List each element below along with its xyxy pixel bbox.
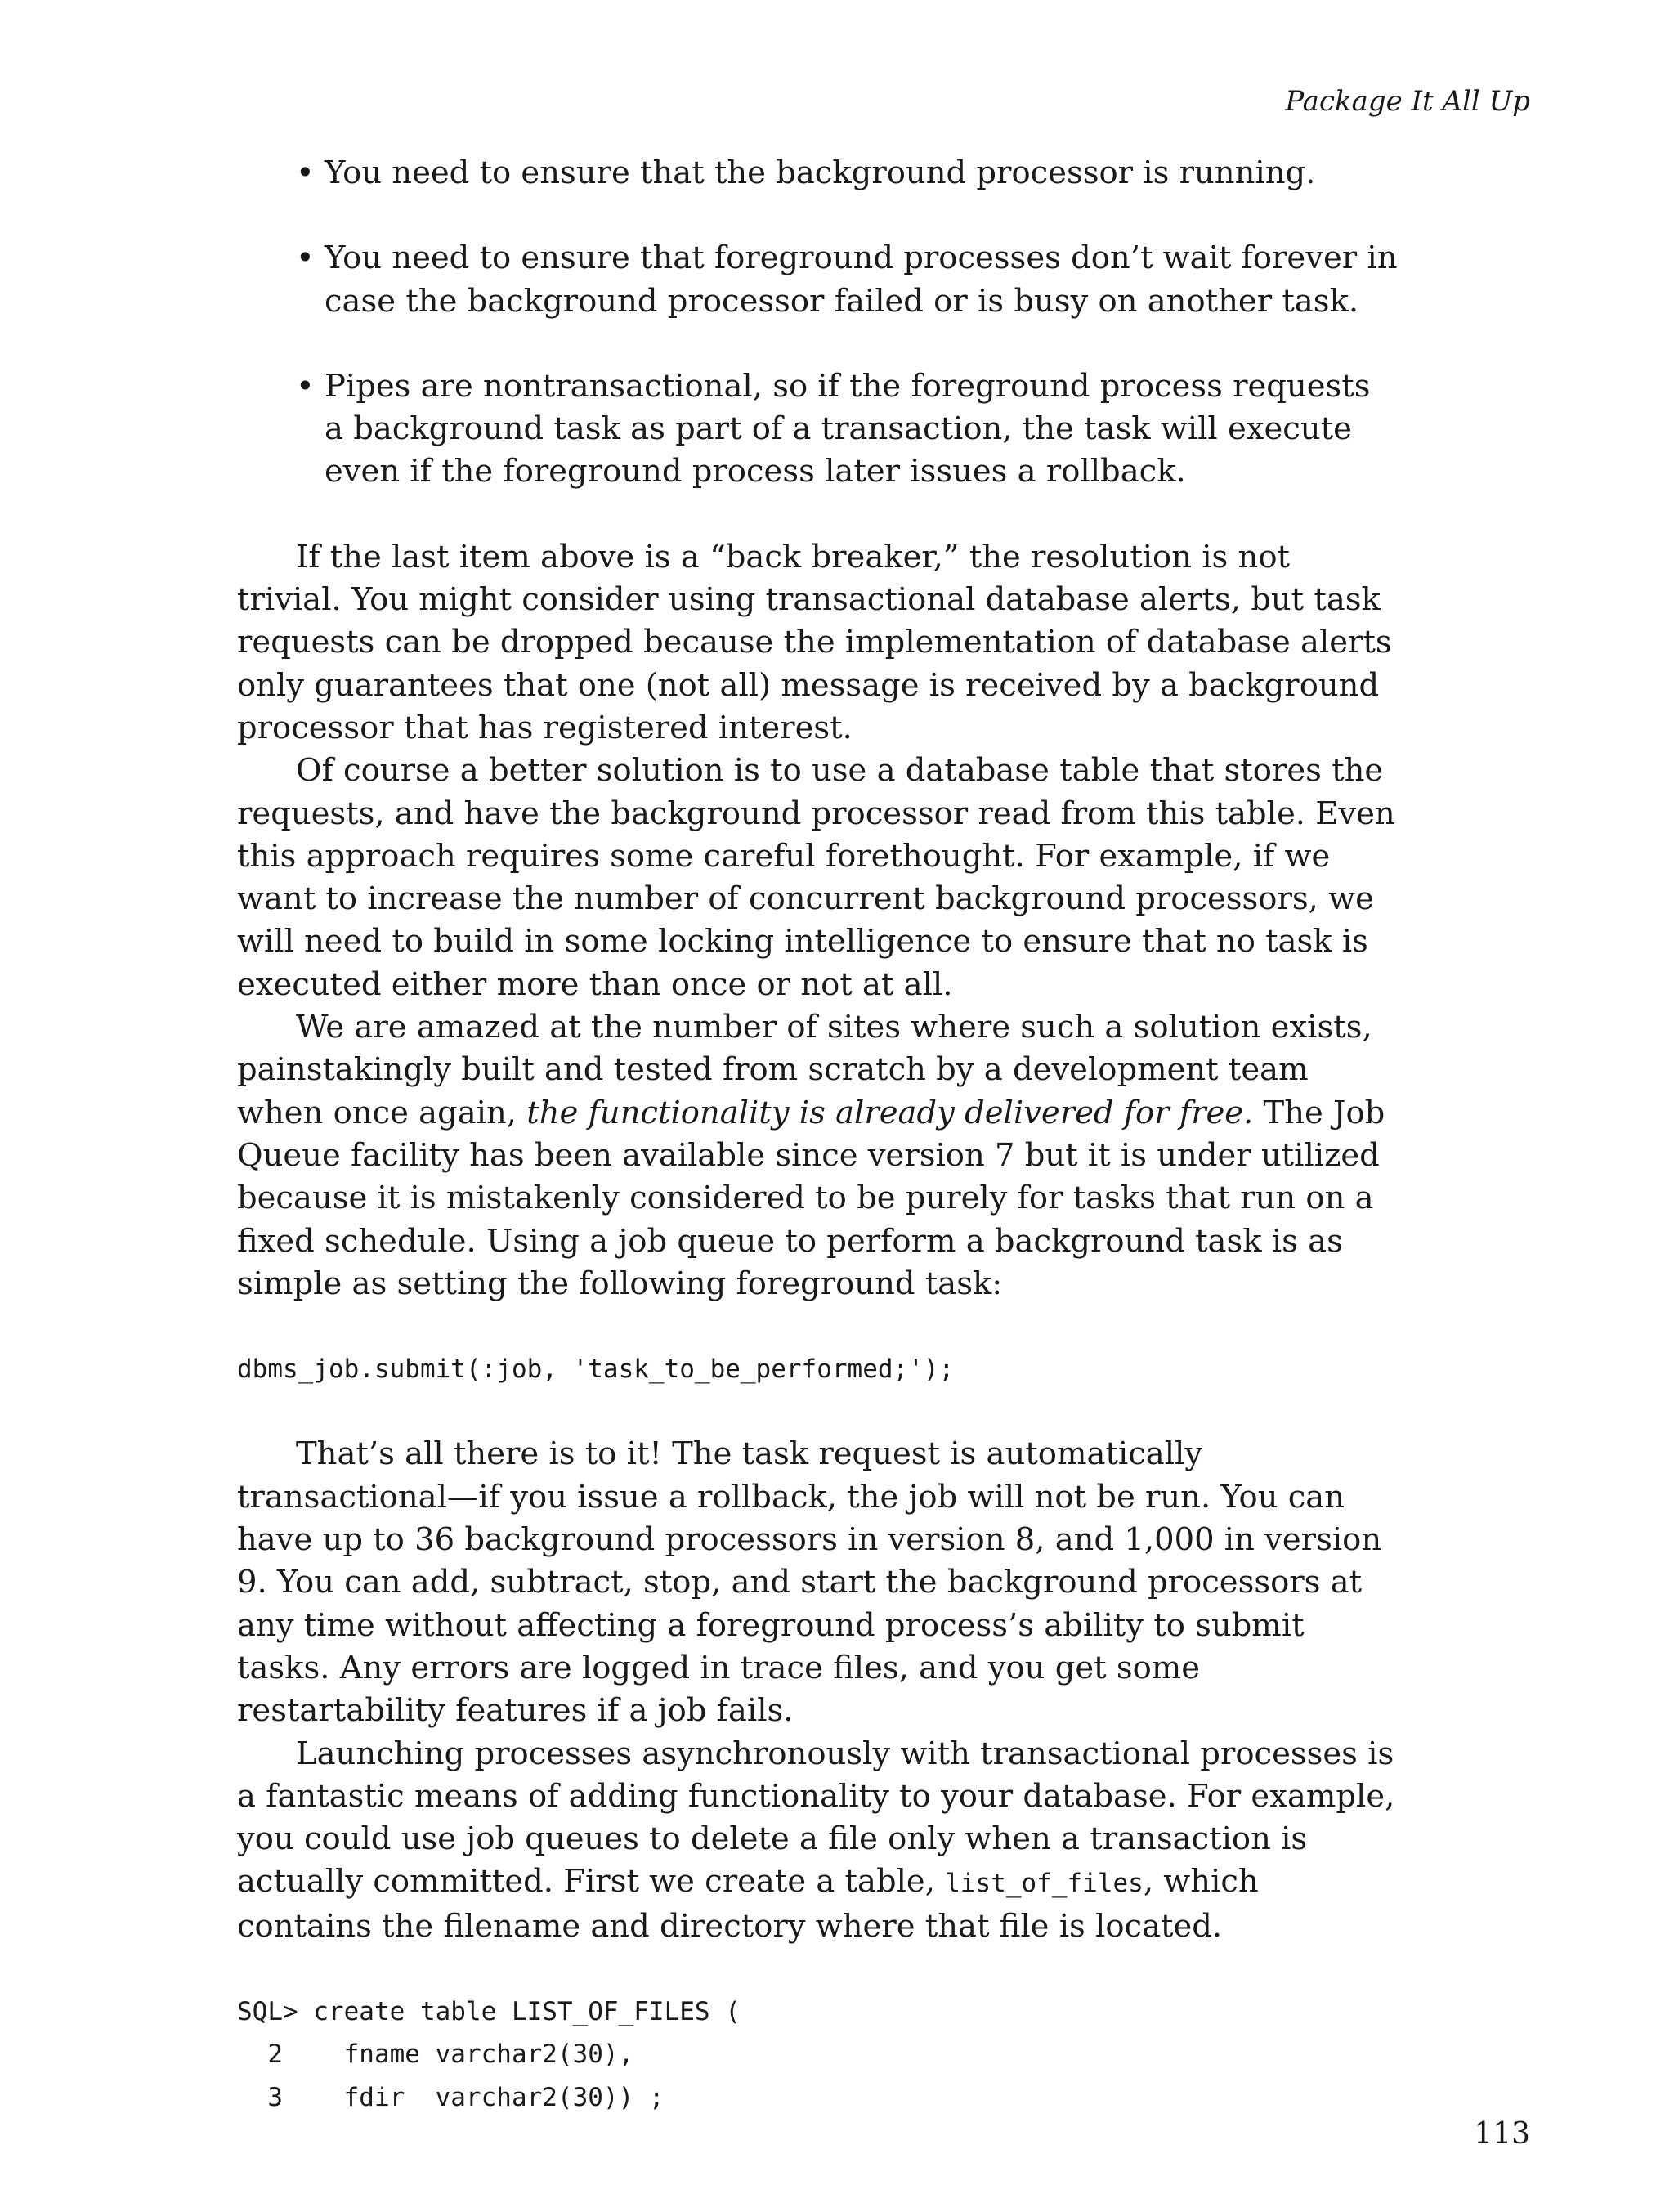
bullet-list [296,152,1398,494]
paragraph: Of course a better solution is to use a database table that stores the requests, and have the background processor read from this table. Even this approach requires some careful forethought. For example, if we want to increase the number of concurrent background processors, we will need to build in some locking intelligence to ensure that no task is executed either more than once or not at all. [237,752,1395,1003]
code-block-create-table: SQL> create table LIST_OF_FILES ( 2 fname varchar2(30), 3 fdir varchar2(30)) ; [237,1996,741,2112]
bullet-item: • You need to ensure that foreground processes don’t wait forever in case the background processor failed or is busy on another task. [296,237,1398,323]
paragraph: That’s all there is to it! The task request is automatically transactional—if you issue a rollback, the job will not be run. You can have up to 36 background processors in version 8, and 1,000 in version 9. You can add, subtract, stop, and start the background processors at any time without affecting a foreground process’s ability to submit tasks. Any errors are logged in trace files, and you get some restartability features if a job fails. [237,1435,1382,1730]
paragraph [237,1006,1398,1305]
running-head: Package It All Up [1285,85,1530,118]
paragraph-text: We are amazed at the number of sites where such a solution exists, painstakingly built and tested from scratch by a development team when once again, [237,1009,1372,1131]
paragraph-text: The Job Queue facility has been available since version 7 but it is under utilized because it is mistakenly considered to be purely for tasks that run on a fixed schedule. Using a job queue to perform a background task is as simple as setting the following foreground task: [237,1094,1385,1302]
code-block-submit: dbms_job.submit(:job, 'task_to_be_performed;'); [237,1355,955,1385]
paragraph [237,1733,1398,1948]
page-body [237,152,1398,2161]
bullet-item: • Pipes are nontransactional, so if the foreground process requests a background task as part of a transaction, the task will execute even if the foreground process later issues a rollback. [296,365,1398,494]
inline-code: list_of_files [945,1869,1144,1899]
emphasis-text: the functionality is already delivered for free. [526,1094,1254,1131]
paragraph: If the last item above is a “back breaker,” the resolution is not trivial. You might consider using transactional database alerts, but task requests can be dropped because the implementation of database alerts only guarantees that one (not all) message is received by a background processor that has registered interest. [237,538,1392,746]
paragraph-text: , which contains the filename and directory where that file is located. [237,1863,1259,1945]
bullet-item: • You need to ensure that the background processor is running. [296,152,1398,195]
paragraph-text: Launching processes asynchronously with transactional processes is a fantastic means of adding functionality to your database. For example, you could use job queues to delete a file only when a transaction is actually committed. First we create a table, [237,1735,1395,1901]
page-number: 113 [1474,2117,1530,2151]
